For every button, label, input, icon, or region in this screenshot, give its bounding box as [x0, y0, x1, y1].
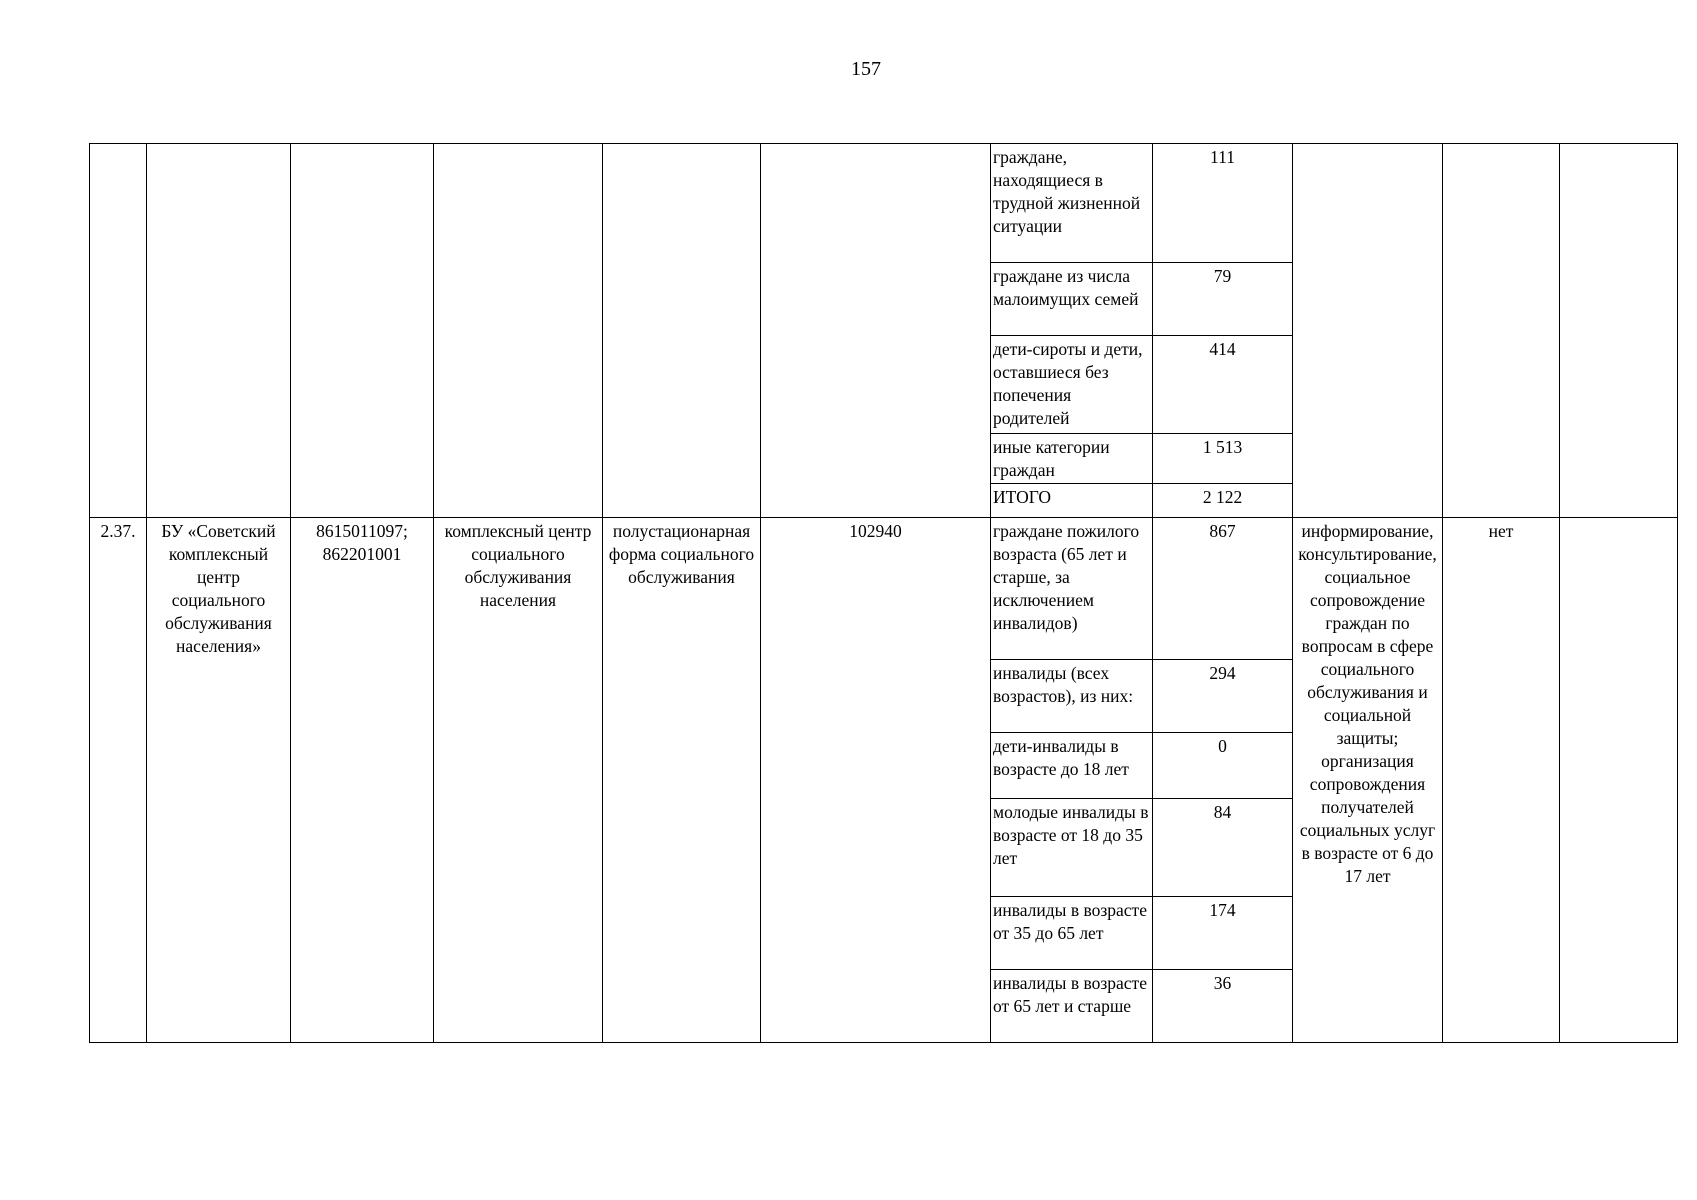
category-count: 111 — [1153, 144, 1293, 263]
category-name: иные категории граждан — [991, 434, 1153, 484]
entry-service-form: полустационарная форма социального обслуживания — [603, 518, 761, 1043]
category-total-count: 2 122 — [1153, 484, 1293, 518]
registry-table — [89, 143, 1678, 1043]
table-row — [90, 518, 1678, 660]
category-count: 867 — [1153, 518, 1293, 660]
cell-org-type-continued — [434, 144, 603, 518]
entry-inn-kpp: 8615011097; 862201001 — [291, 518, 434, 1043]
cell-inn-continued — [291, 144, 434, 518]
category-name: дети-сироты и дети, оставшиеся без попечения родителей — [991, 336, 1153, 434]
category-name: инвалиды в возрасте от 65 лет и старше — [991, 970, 1153, 1043]
cell-organization-continued — [147, 144, 291, 518]
category-name: инвалиды (всех возрастов), из них: — [991, 660, 1153, 733]
category-count: 1 513 — [1153, 434, 1293, 484]
category-count: 414 — [1153, 336, 1293, 434]
entry-code: 102940 — [761, 518, 991, 1043]
category-count: 79 — [1153, 263, 1293, 336]
cell-number-continued — [90, 144, 147, 518]
cell-violations-continued — [1443, 144, 1560, 518]
category-count: 36 — [1153, 970, 1293, 1043]
cell-services-continued — [1293, 144, 1443, 518]
entry-organization: БУ «Советский комплексный центр социального обслуживания населения» — [147, 518, 291, 1043]
entry-note — [1560, 518, 1678, 1043]
category-name: инвалиды в возрасте от 35 до 65 лет — [991, 897, 1153, 970]
category-name: дети-инвалиды в возрасте до 18 лет — [991, 733, 1153, 799]
category-name: граждане пожилого возраста (65 лет и старше, за исключением инвалидов) — [991, 518, 1153, 660]
table-row — [90, 144, 1678, 263]
category-count: 174 — [1153, 897, 1293, 970]
entry-org-type: комплексный центр социального обслуживания населения — [434, 518, 603, 1043]
category-name: граждане, находящиеся в трудной жизненной ситуации — [991, 144, 1153, 263]
category-count: 294 — [1153, 660, 1293, 733]
category-name: граждане из числа малоимущих семей — [991, 263, 1153, 336]
page-number: 157 — [851, 58, 881, 80]
category-total-label: ИТОГО — [991, 484, 1153, 518]
entry-violations: нет — [1443, 518, 1560, 1043]
category-count: 84 — [1153, 799, 1293, 897]
cell-code-continued — [761, 144, 991, 518]
cell-note-continued — [1560, 144, 1678, 518]
category-count: 0 — [1153, 733, 1293, 799]
cell-service-form-continued — [603, 144, 761, 518]
entry-number: 2.37. — [90, 518, 147, 1043]
entry-services: информирование, консультирование, социальное сопровождение граждан по вопросам в сфере социального обслуживания и социальной защиты; организация сопровождения получателей социальных услуг в возрасте от 6 до 17 лет — [1293, 518, 1443, 1043]
category-name: молодые инвалиды в возрасте от 18 до 35 лет — [991, 799, 1153, 897]
